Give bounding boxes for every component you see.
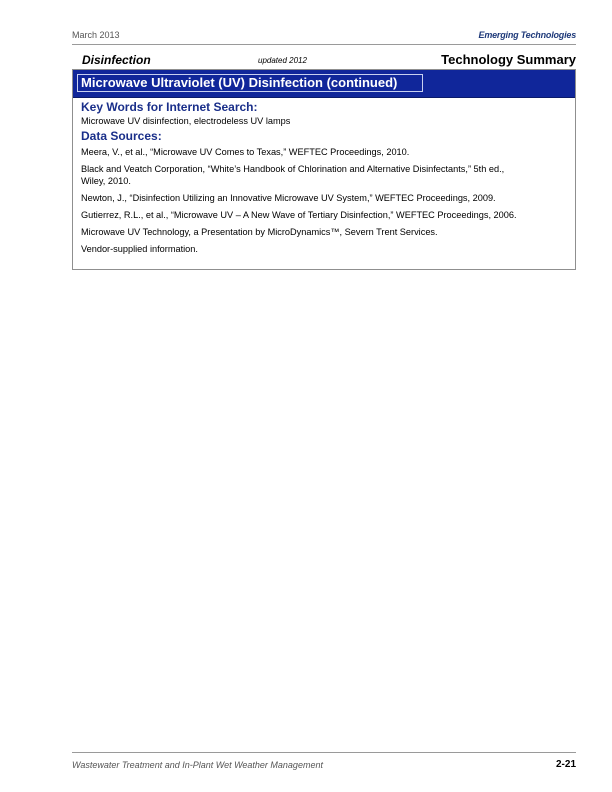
keywords-heading: Key Words for Internet Search: — [81, 100, 258, 114]
source-line: Wiley, 2010. — [81, 176, 131, 186]
keywords-text: Microwave UV disinfection, electrodeless UV lamps — [81, 116, 291, 126]
running-header — [72, 30, 576, 44]
header-brand: Emerging Technologies — [478, 30, 576, 40]
source-line: Gutierrez, R.L., et al., “Microwave UV – A New Wave of Tertiary Disinfection,” WEFTEC Proceedings, 2006. — [81, 210, 517, 220]
sources-heading: Data Sources: — [81, 129, 162, 143]
source-item — [81, 209, 571, 221]
source-line: Meera, V., et al., “Microwave UV Comes to Texas,” WEFTEC Proceedings, 2010. — [81, 147, 410, 157]
source-item — [81, 226, 571, 238]
header-rule — [72, 44, 576, 45]
page-number: 2-21 — [555, 759, 576, 770]
title-bar — [73, 70, 575, 98]
source-item — [81, 163, 571, 187]
source-item — [81, 146, 571, 158]
source-item — [81, 243, 571, 255]
footer-rule — [72, 752, 576, 753]
section-name: Disinfection — [82, 53, 151, 67]
section-header — [72, 52, 576, 68]
box-title: Microwave Ultraviolet (UV) Disinfection (continued) — [81, 75, 398, 90]
source-item — [81, 192, 571, 204]
source-line: Microwave UV Technology, a Presentation by MicroDynamics™, Severn Trent Services. — [81, 227, 438, 237]
source-line: Black and Veatch Corporation, “White’s Handbook of Chlorination and Alternative Disinfectants,” 5th ed., — [81, 164, 505, 174]
footer-title: Wastewater Treatment and In-Plant Wet Weather Management — [72, 760, 323, 770]
updated-note: updated 2012 — [258, 56, 307, 65]
technology-summary-box — [72, 69, 576, 270]
source-line: Newton, J., “Disinfection Utilizing an Innovative Microwave UV System,” WEFTEC Proceedings, 2009. — [81, 193, 496, 203]
box-content — [81, 100, 571, 255]
source-line: Vendor-supplied information. — [81, 244, 198, 254]
summary-label: Technology Summary — [441, 52, 576, 67]
header-date: March 2013 — [72, 30, 120, 40]
